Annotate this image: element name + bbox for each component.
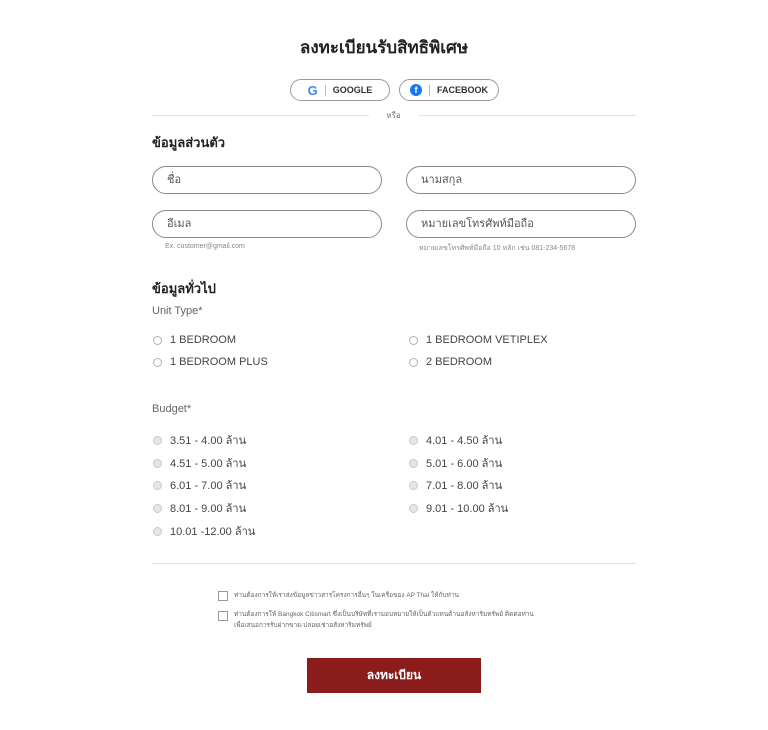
radio-icon <box>153 527 162 536</box>
google-icon: G <box>307 82 318 98</box>
budget-option[interactable] <box>153 522 255 540</box>
citismart-consent-text-line1: ท่านต้องการให้ Bangkok Citismart ซึ่งเป็นบริษัทที่เรามอบหมายให้เป็นตัวแทนด้านอสังหาริมทรัพย์ ติดต่อท่าน <box>234 611 534 618</box>
option-label: 9.01 - 10.00 ล้าน <box>426 503 509 515</box>
radio-icon <box>409 459 418 468</box>
citismart-consent-text-line2: เพื่อเสนอการรับฝากขาย-ปล่อยเช่าอสังหาริมทรัพย์ <box>234 622 372 629</box>
divider-right <box>418 115 636 116</box>
section-divider <box>152 563 636 564</box>
phone-hint: หมายเลขโทรศัพท์มือถือ 10 หลัก เช่น 081-234-5678 <box>419 245 576 252</box>
option-label: 1 BEDROOM VETIPLEX <box>426 334 548 346</box>
radio-icon <box>409 504 418 513</box>
budget-option[interactable] <box>409 499 508 517</box>
google-label: GOOGLE <box>332 85 373 95</box>
option-label: 4.51 - 5.00 ล้าน <box>170 458 247 470</box>
facebook-icon: f <box>410 84 422 96</box>
radio-icon <box>153 504 162 513</box>
option-label: 3.51 - 4.00 ล้าน <box>170 435 247 447</box>
radio-icon <box>153 436 162 445</box>
budget-option[interactable] <box>409 476 502 494</box>
option-label: 7.01 - 8.00 ล้าน <box>426 480 503 492</box>
last-name-field[interactable] <box>406 166 636 194</box>
budget-option[interactable] <box>153 431 246 449</box>
divider-left <box>152 115 369 116</box>
unit-type-label: Unit Type* <box>152 305 203 317</box>
unit-type-option[interactable] <box>409 334 548 346</box>
budget-option[interactable] <box>153 454 246 472</box>
general-info-heading: ข้อมูลทั่วไป <box>152 281 216 296</box>
radio-icon <box>153 481 162 490</box>
email-hint: Ex. customer@gmail.com <box>165 243 245 250</box>
radio-icon <box>409 336 418 345</box>
radio-icon <box>409 481 418 490</box>
radio-icon <box>409 436 418 445</box>
option-label: 1 BEDROOM <box>170 334 237 346</box>
ap-news-checkbox[interactable] <box>218 591 228 601</box>
budget-option[interactable] <box>153 476 246 494</box>
option-label: 5.01 - 6.00 ล้าน <box>426 458 503 470</box>
option-label: 2 BEDROOM <box>426 356 493 368</box>
phone-field[interactable] <box>406 210 636 238</box>
option-label: 8.01 - 9.00 ล้าน <box>170 503 247 515</box>
budget-option[interactable] <box>409 454 502 472</box>
radio-icon <box>153 358 162 367</box>
facebook-login-button[interactable] <box>399 79 499 101</box>
radio-icon <box>153 336 162 345</box>
email-field[interactable] <box>152 210 382 238</box>
button-separator <box>429 85 430 96</box>
option-label: 6.01 - 7.00 ล้าน <box>170 480 247 492</box>
budget-label: Budget* <box>152 403 192 415</box>
personal-info-heading: ข้อมูลส่วนตัว <box>152 135 226 150</box>
page-title: ลงทะเบียนรับสิทธิพิเศษ <box>299 38 469 57</box>
unit-type-option[interactable] <box>409 356 492 368</box>
register-button[interactable]: ลงทะเบียน <box>307 658 481 693</box>
button-separator <box>325 85 326 96</box>
citismart-checkbox[interactable] <box>218 611 228 621</box>
google-login-button[interactable] <box>290 79 390 101</box>
budget-option[interactable] <box>409 431 502 449</box>
first-name-field[interactable] <box>152 166 382 194</box>
or-label: หรือ <box>386 111 401 120</box>
unit-type-option[interactable] <box>153 356 268 368</box>
radio-icon <box>409 358 418 367</box>
unit-type-option[interactable] <box>153 334 236 346</box>
option-label: 1 BEDROOM PLUS <box>170 356 268 368</box>
ap-news-consent-text: ท่านต้องการให้เราส่งข้อมูลข่าวสารโครงการอื่นๆ ในเครือของ AP Thai ให้กับท่าน <box>234 592 459 599</box>
radio-icon <box>153 459 162 468</box>
option-label: 4.01 - 4.50 ล้าน <box>426 435 503 447</box>
facebook-label: FACEBOOK <box>436 85 488 95</box>
option-label: 10.01 -12.00 ล้าน <box>170 526 256 538</box>
budget-option[interactable] <box>153 499 246 517</box>
